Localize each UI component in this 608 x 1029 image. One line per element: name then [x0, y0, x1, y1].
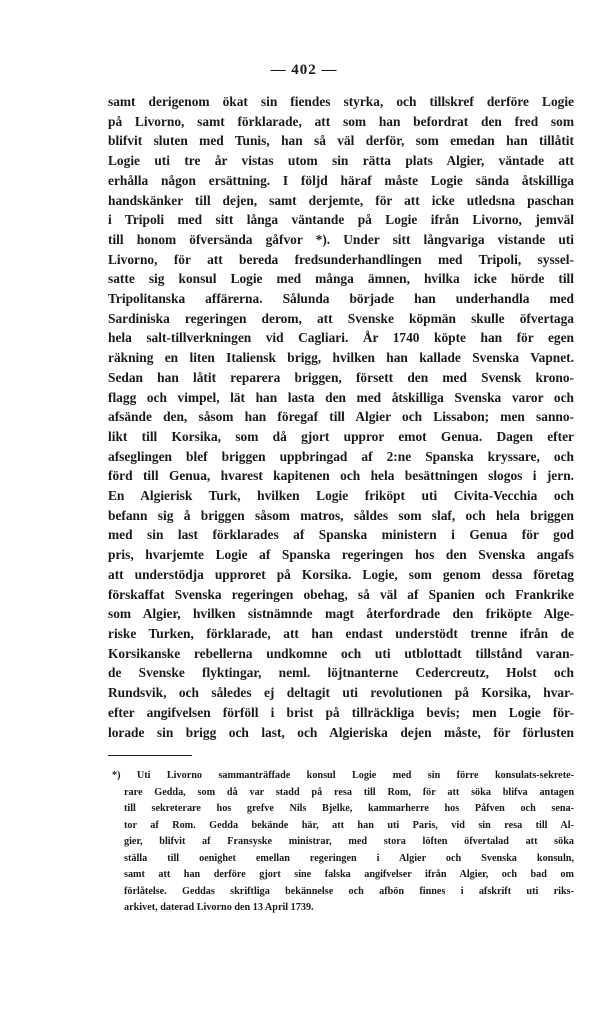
- body-line: pris, hvarjemte Logie af Spanska regeringen hos den Svenska angafs: [108, 547, 574, 563]
- footnote: [112, 768, 574, 917]
- footnote-line: tor af Rom. Gedda bekände här, att han uti Paris, vid sin resa till Al-: [124, 819, 574, 831]
- body-line: afseglingen blef briggen uppbringad af 2:ne Spanska kryssare, och: [108, 448, 574, 464]
- body-line: hela salt-tillverkningen vid Cagliari. År 1740 köpte han för egen: [108, 330, 574, 346]
- body-line: blifvit sluten med Tunis, han så väl derför, som emedan han tillåtit: [108, 133, 574, 149]
- body-line: befann sig å briggen såsom matros, såldes som slaf, och hela briggen: [108, 507, 574, 523]
- body-line: att understödja upproret på Korsika. Logie, som genom dessa företag: [108, 566, 574, 582]
- body-line: som Algier, hvilken sistnämnde magt återfordrade den friköpte Alge-: [108, 606, 574, 622]
- page-number: — 402 —: [270, 62, 338, 78]
- body-line: räkning en liten Italiensk brigg, hvilken han kallade Svenska Vapnet.: [108, 350, 574, 366]
- body-line: förd till Genua, hvarest kapitenen och hela besättningen slogos i jern.: [108, 468, 574, 484]
- body-line: erhålla någon ersättning. I följd häraf måste Logie sända åtskilliga: [108, 172, 574, 188]
- body-line: flagg och vimpel, lät han lasta den med åtskilliga Svenska varor och: [108, 389, 574, 405]
- body-line: Rundsvik, och således ej deltagit uti revolutionen på Korsika, hvar-: [108, 685, 574, 701]
- body-line: efter angifvelsen förföll i brist på tillräckliga bevis; men Logie för-: [108, 704, 574, 720]
- footnote-line: samt att han derföre gjort sine falska angifvelser ifrån Algier, och bad om: [124, 869, 574, 880]
- body-line: de Svenske flyktingar, neml. löjtnanterne Cedercreutz, Holst och: [108, 665, 574, 681]
- footnote-line: arkivet, daterad Livorno den 13 April 1739.: [124, 902, 314, 913]
- footnote-line: till sekreterare hos grefve Nils Bjelke, kammarherre hos Påfven och sena-: [124, 803, 574, 814]
- footnote-line: *) Uti Livorno sammanträffade konsul Logie med sin förre konsulats-sekrete-: [112, 770, 574, 781]
- body-text: [108, 92, 574, 742]
- body-line: Sardiniska regeringen derom, att Svenske köpmän skulle öfvertaga: [108, 310, 574, 326]
- body-line: i Tripoli med sitt långa väntande på Logie ifrån Livorno, jemväl: [108, 212, 574, 228]
- body-line: med sin last förklarades af Spanska ministern i Genua för god: [108, 527, 574, 543]
- body-line: afsände den, såsom han föregaf till Algier och Lissabon; men sanno-: [108, 409, 574, 425]
- body-line: likt till Korsika, som då gjort uppror emot Genua. Dagen efter: [108, 428, 574, 444]
- footnote-line: förlåtelse. Geddas skriftliga bekännelse och afbön finnes i afskrift uti riks-: [124, 885, 574, 897]
- body-line: handskänker till dejen, samt derjemte, för att icke utledsna paschan: [108, 192, 574, 208]
- body-line: Tripolitanska affärerna. Sålunda började han underhandla med: [108, 291, 574, 307]
- body-line: till honom öfversända gåfvor *). Under sitt långvariga vistande uti: [108, 231, 574, 247]
- footnote-line: ställa till oenighet emellan regeringen i Algier och Svenska konsuln,: [124, 852, 574, 864]
- footnote-line: rare Gedda, som då var stadd på resa till Rom, för att söka blifva antagen: [124, 786, 574, 798]
- body-line: lorade sin brigg och last, och Algieriska dejen måste, för förlusten: [108, 724, 574, 740]
- body-line: satte sig konsul Logie med många ämnen, hvilka icke hörde till: [108, 271, 574, 287]
- body-line: förskaffat Svenska regeringen obehag, så väl af Spanien och Frankrike: [108, 586, 574, 602]
- footnote-line: gier, blifvit af Fransyske ministrar, med stora löften öfvertalad att söka: [124, 836, 574, 847]
- body-line: riske Turken, förklarade, att han endast understödt trenne ifrån de: [108, 625, 574, 641]
- body-line: Logie uti tre år vistas utom sin rätta plats Algier, väntade att: [108, 153, 574, 169]
- body-line: En Algierisk Turk, hvilken Logie friköpt uti Civita-Vecchia och: [108, 488, 574, 504]
- body-line: på Livorno, samt förklarade, att som han befordrat den fred som: [108, 113, 574, 129]
- body-line: Korsikanske rebellerna undkomne och uti utblottadt tillstånd varan-: [108, 645, 574, 661]
- body-line: Livorno, för att bereda fredsunderhandlingen med Tripoli, syssel-: [108, 251, 574, 267]
- body-line: Sedan han låtit reparera briggen, försett den med Svensk krono-: [108, 369, 574, 385]
- body-line: samt derigenom ökat sin fiendes styrka, och tillskref derföre Logie: [108, 94, 574, 109]
- footnote-divider: [108, 755, 192, 756]
